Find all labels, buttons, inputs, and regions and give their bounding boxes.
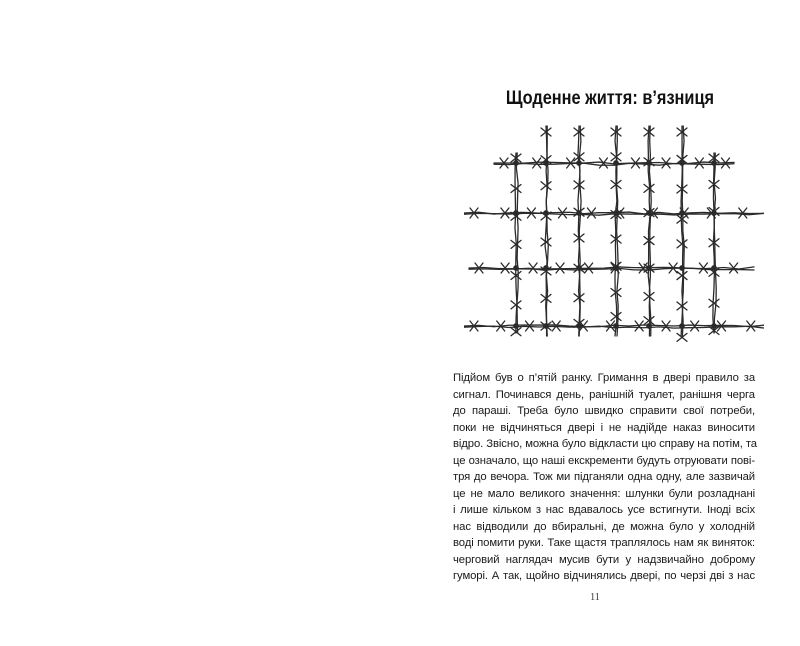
text-line: Підйом був о п’ятій ранку. Гримання в двері правило за bbox=[453, 372, 755, 384]
text-line: відро. Звісно, можна було відкласти цю справу на потім, та bbox=[453, 438, 757, 450]
text-line: це означало, що наші екскременти будуть отруювати пові- bbox=[453, 454, 755, 467]
text-line: це не мало великого значення: шлунки були розладнані bbox=[453, 487, 755, 500]
text-line: до параші. Треба було швидко справити свої потреби, bbox=[453, 405, 755, 417]
barbed-wire-grid-icon bbox=[464, 118, 764, 350]
text-line: тря до вечора. Тож ми підганяли одна одну, але зазвичай bbox=[453, 471, 755, 483]
page-number: 11 bbox=[590, 592, 600, 603]
text-line: черговий наглядач мусив бути у надзвичайно доброму bbox=[453, 553, 755, 566]
text-line: сигнал. Починався день, ранішній туалет, ранішня черга bbox=[453, 388, 755, 401]
text-line: поки не відчиняться двері і не надійде наказ виносити bbox=[453, 421, 755, 434]
chapter-title: Щоденне життя: в’язниця bbox=[505, 88, 715, 109]
body-text bbox=[453, 370, 755, 585]
book-page-right bbox=[450, 0, 770, 646]
text-line: гуморі. А так, щойно відчинялись двері, по черзі дві з нас bbox=[453, 570, 755, 582]
text-line: і лише кільком з нас вдавалось усе встигнути. Іноді всіх bbox=[453, 504, 755, 516]
text-line: воді помити руки. Таке щастя траплялось нам як виняток: bbox=[453, 537, 755, 549]
text-line: нас відводили до вбиральні, де можна було у холодній bbox=[453, 520, 755, 533]
